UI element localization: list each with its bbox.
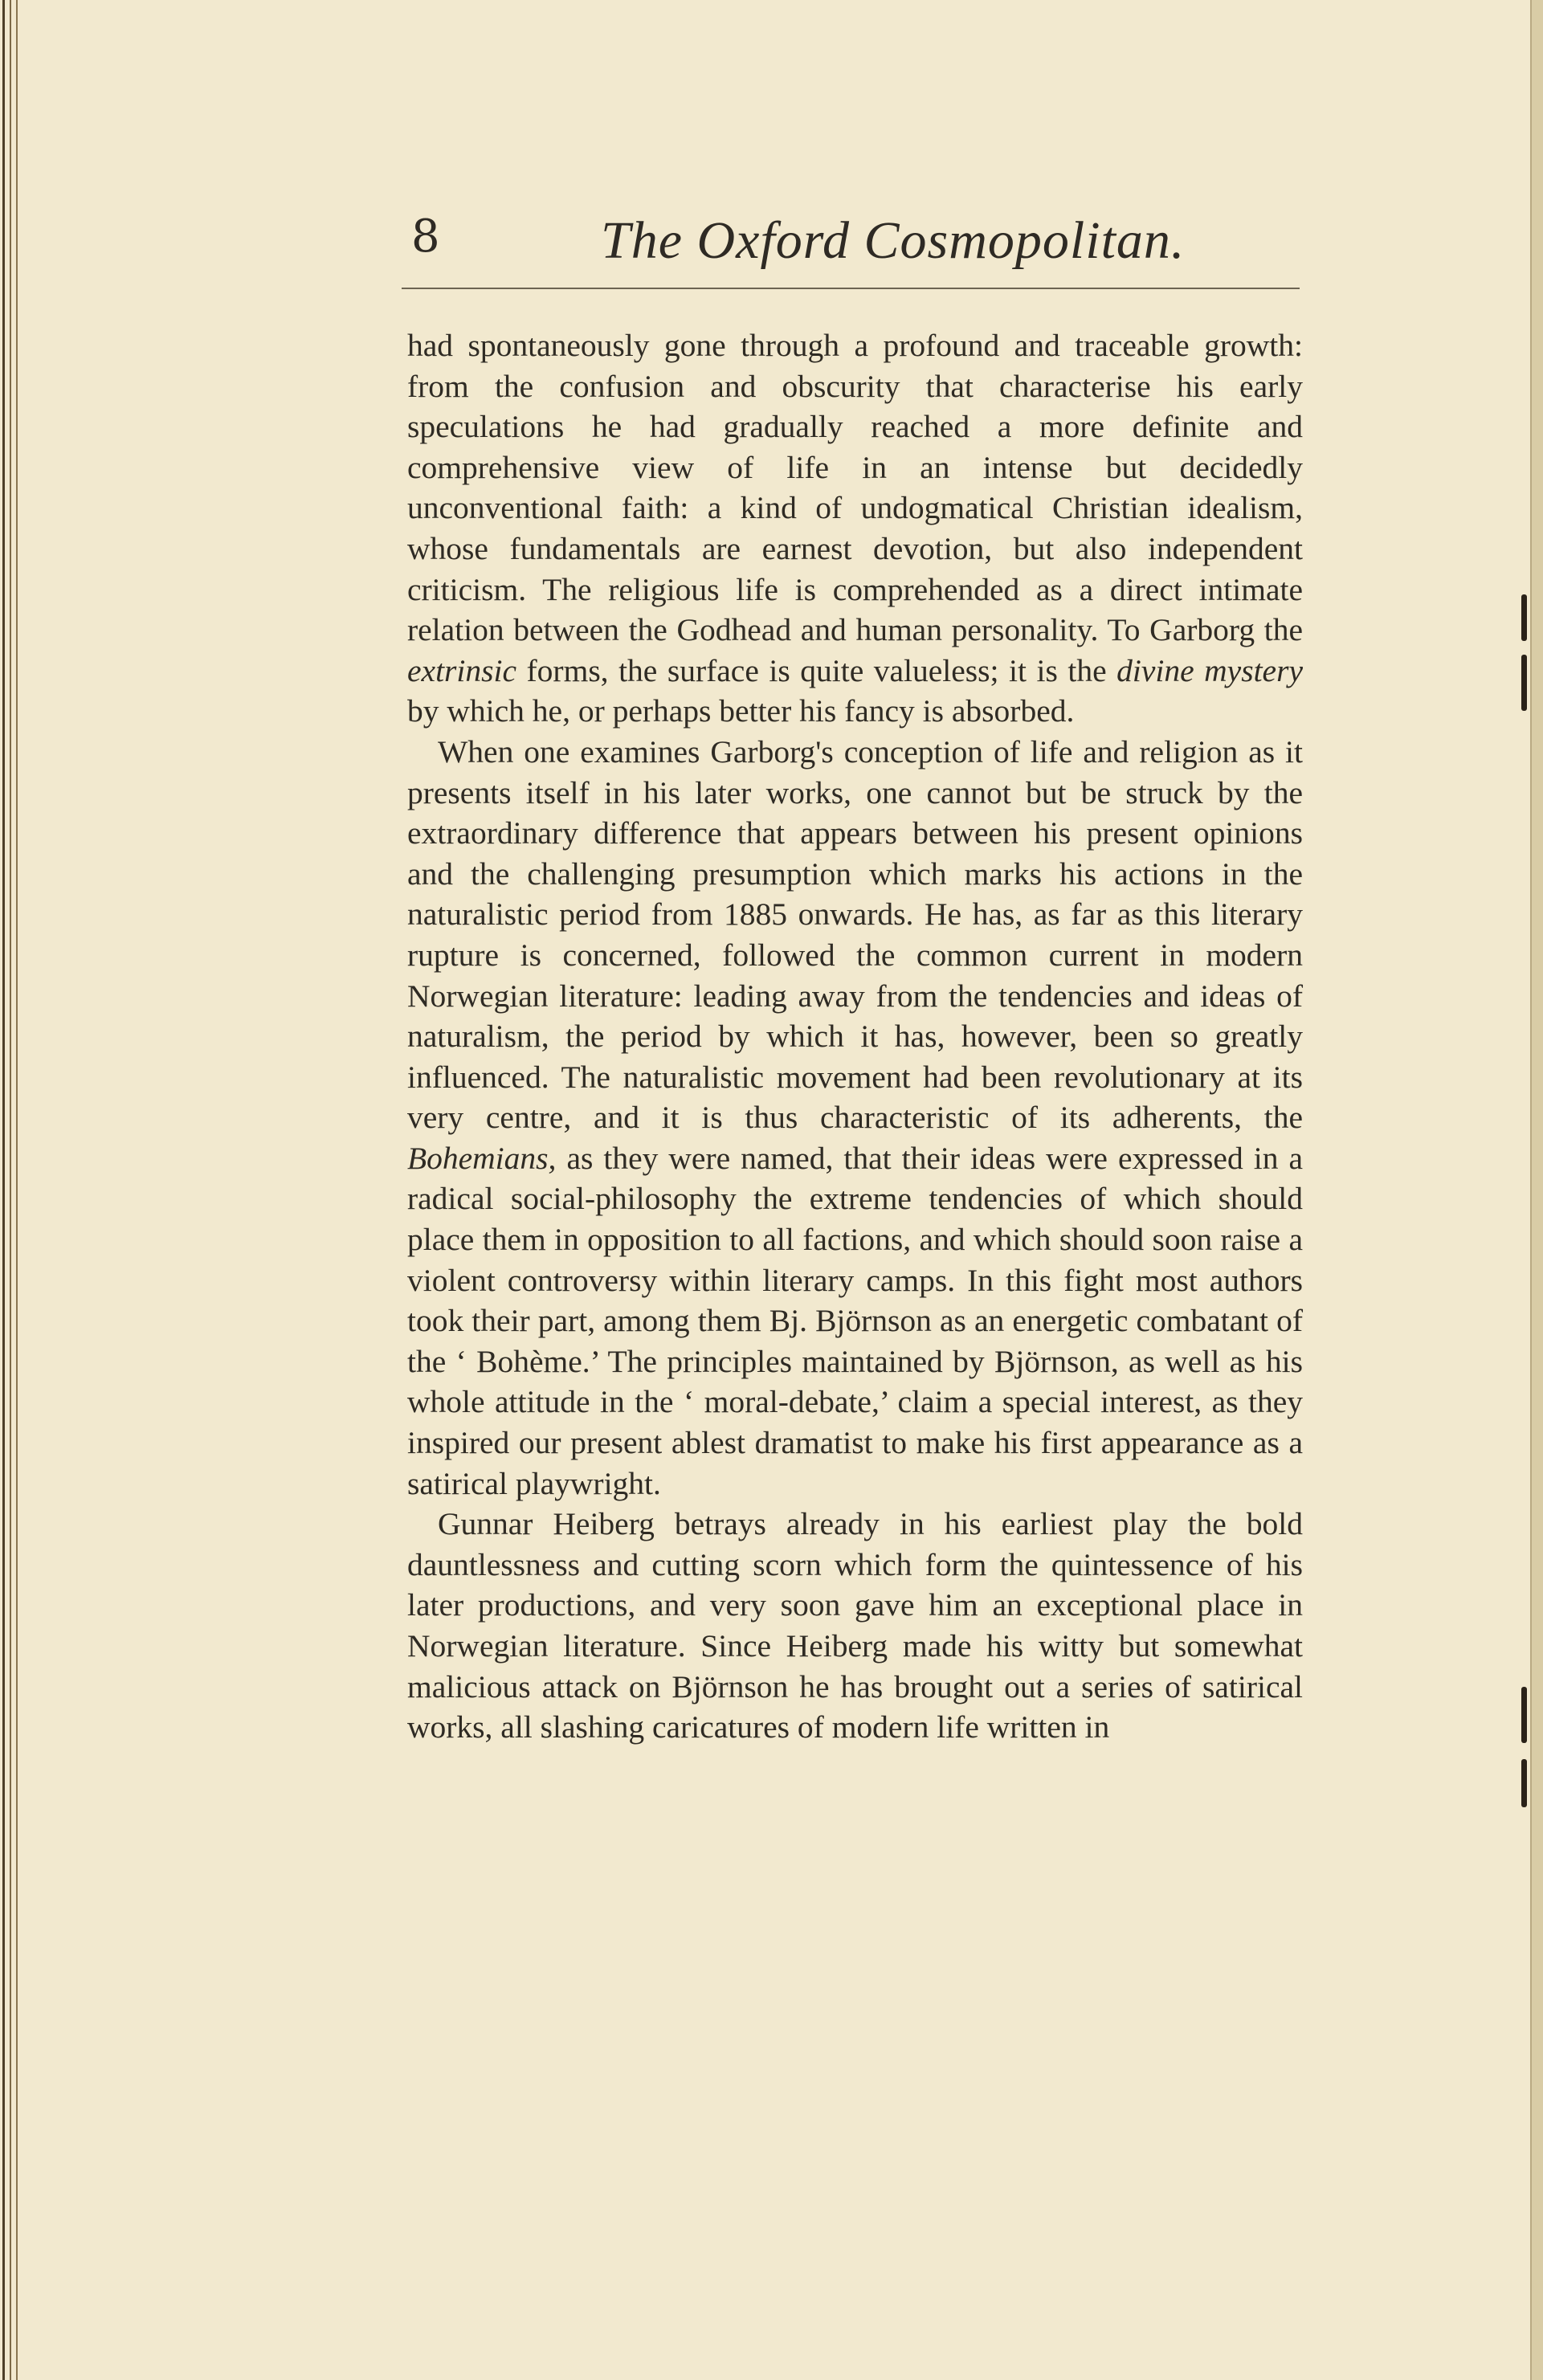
paragraph-text: had spontaneously gone through a profound and traceable growth: from the confusion and obscurity that characterise his early speculations he had gradually reached a more definite and comprehensive view of life in an intense but decidedly unconventional faith: a kind of undogmatical Christian idealism, whose fundamentals are earnest devotion, but also independent criticism. The religious life is comprehended as a direct intimate relation between the Godhead and human personality. To Garborg the [407, 328, 1303, 648]
body-text [407, 325, 1303, 1748]
binding-edge-line [10, 0, 11, 2380]
paragraph [407, 1504, 1303, 1748]
paragraph-text: as they were named, that their ideas were expressed in a radical social-philosophy the extreme tendencies of which should place them in opposition to all factions, and which should soon raise a violent controversy within literary camps. In this fight most authors took their part, among them Bj. Björnson as an energetic combatant of the ‘ Bohème.’ The principles maintained by Björnson, as well as his whole attitude in the ‘ moral-debate,’ claim a special interest, as they inspired our present ablest dramatist to make his first appearance as a satirical playwright. [407, 1140, 1303, 1501]
italic-text: Bohemians, [407, 1140, 557, 1176]
ink-stain-mark [1521, 655, 1527, 711]
ink-stain-mark [1521, 1759, 1527, 1807]
italic-text: extrinsic [407, 652, 517, 688]
paragraph [407, 732, 1303, 1504]
italic-text: divine mystery [1116, 652, 1303, 688]
ink-stain-mark [1521, 1687, 1527, 1743]
header-rule [402, 288, 1300, 289]
running-header [402, 210, 1301, 283]
running-title: The Oxford Cosmopolitan. [601, 211, 1186, 270]
paragraph-text: When one examines Garborg's conception of life and religion as it presents itself in his later works, one cannot but be struck by the extraordinary difference that appears between his present opinions and the challenging presumption which marks his actions in the naturalistic period from 1885 onwards. He has, as far as this literary rupture is concerned, followed the common current in modern Norwegian literature: leading away from the tendencies and ideas of naturalism, the period by which it has, however, been so greatly influenced. The naturalistic movement had been revolutionary at its very centre, and it is thus characteristic of its adherents, the [407, 733, 1303, 1136]
right-page-edge [1530, 0, 1543, 2380]
binding-edge-line [2, 0, 5, 2380]
paragraph-text: Gunnar Heiberg betrays already in his earliest play the bold dauntlessness and cutting scorn which form the quintessence of his later productions, and very soon gave him an exceptional place in Norwegian literature. Since Heiberg made his witty but somewhat malicious attack on Björnson he has brought out a series of satirical works, all slashing caricatures of modern life written in [407, 1506, 1303, 1745]
binding-edge-line [16, 0, 18, 2380]
paragraph [407, 325, 1303, 732]
paragraph-text: by which he, or perhaps better his fancy is absorbed. [407, 693, 1075, 729]
ink-stain-mark [1521, 594, 1527, 641]
page-number: 8 [411, 210, 440, 263]
paragraph-text: forms, the surface is quite valueless; it is the [516, 652, 1117, 688]
